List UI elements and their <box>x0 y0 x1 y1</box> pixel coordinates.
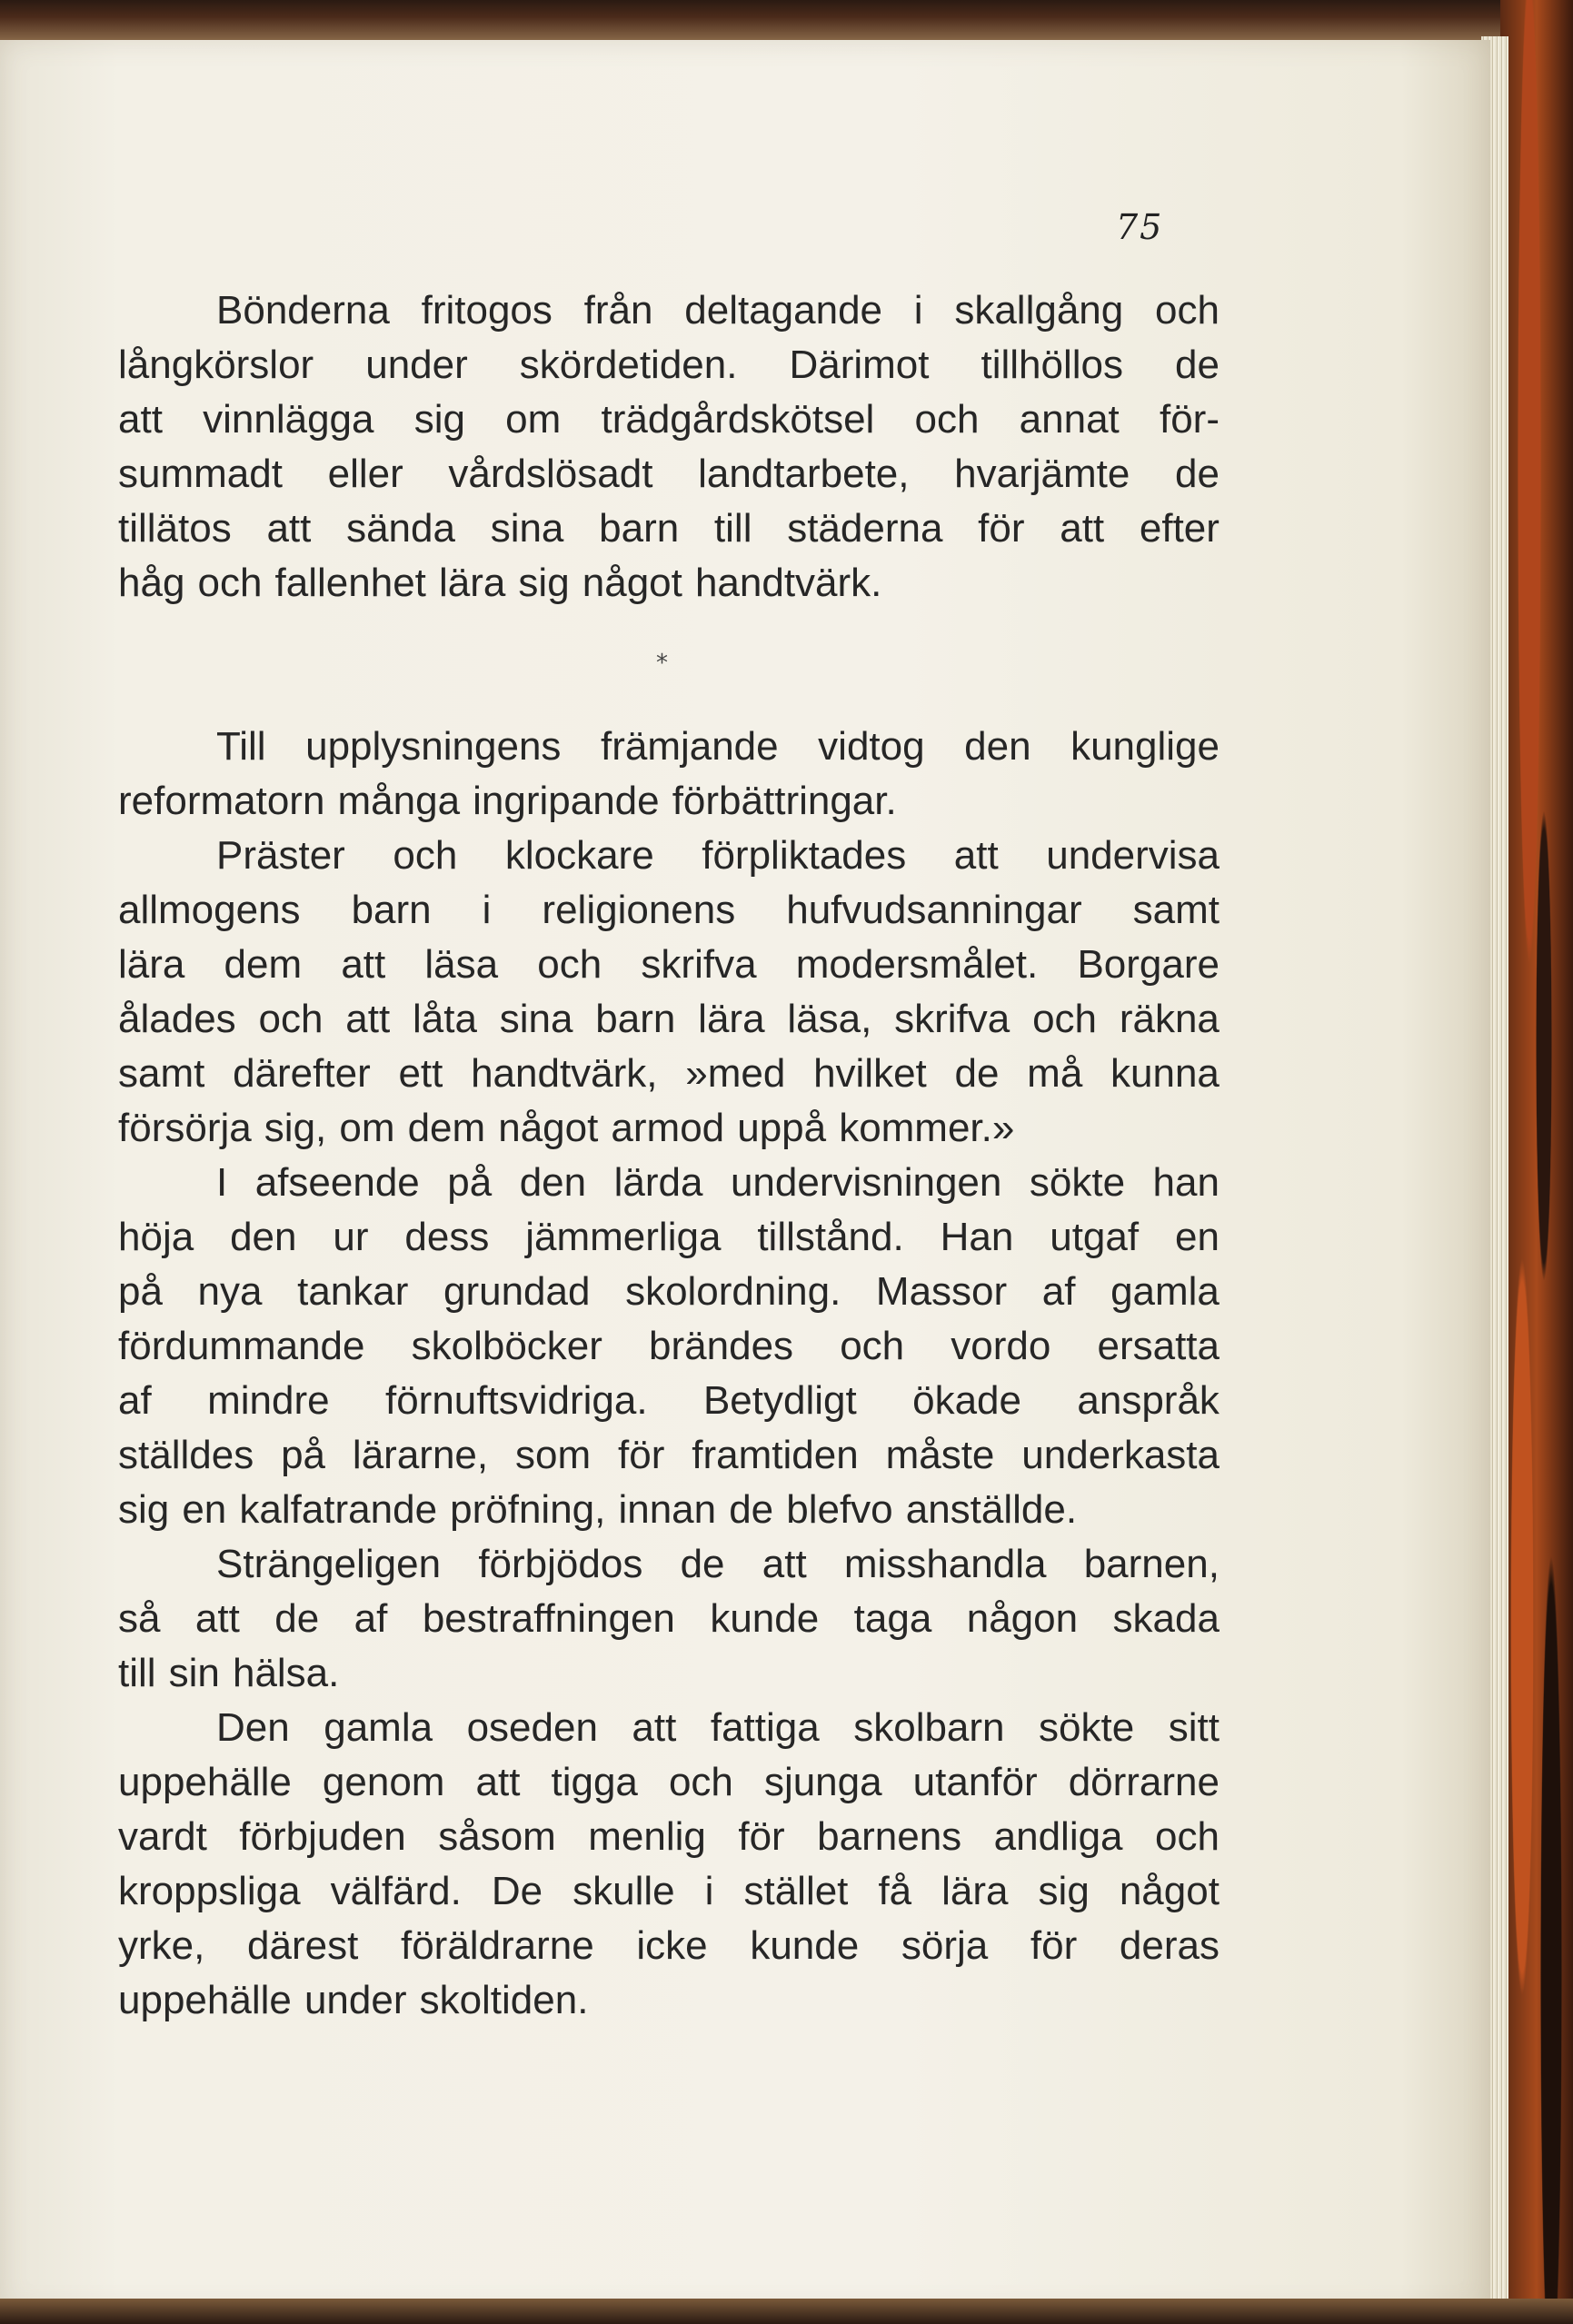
marbled-cover-edge <box>1500 0 1573 2324</box>
text-line: lära dem att läsa och skrifva modersmålet. Borgare <box>118 942 1220 987</box>
text-line: Den gamla oseden att fattiga skolbarn sökte sitt <box>216 1705 1220 1750</box>
text-line: I afseende på den lärda undervisningen sökte han <box>216 1160 1220 1205</box>
text-line: på nya tankar grundad skolordning. Massor af gamla <box>118 1269 1220 1314</box>
text-line: att vinnlägga sig om trädgårdskötsel och annat för- <box>118 397 1220 442</box>
text-line: uppehälle under skoltiden. <box>118 1978 589 2022</box>
text-line: yrke, därest föräldrarne icke kunde sörja för deras <box>118 1923 1220 1968</box>
paragraph <box>118 283 1220 611</box>
paragraph <box>118 1537 1220 1701</box>
page-number: 75 <box>1116 207 1164 247</box>
text-line: ställdes på lärarne, som för framtiden måste underkasta <box>118 1433 1220 1477</box>
text-line: af mindre förnuftsvidriga. Betydligt ökade anspråk <box>118 1378 1220 1423</box>
text-line: kroppsliga välfärd. De skulle i stället få lära sig något <box>118 1869 1220 1913</box>
text-line: reformatorn många ingripande förbättringar. <box>118 779 897 823</box>
text-line: försörja sig, om dem något armod uppå kommer.» <box>118 1106 1015 1150</box>
top-binding-edge <box>0 0 1573 42</box>
text-line: tillätos att sända sina barn till städerna för att efter <box>118 506 1220 551</box>
text-line: så att de af bestraffningen kunde taga någon skada <box>118 1596 1220 1641</box>
paragraph <box>118 1156 1220 1537</box>
text-line: håg och fallenhet lära sig något handtvärk. <box>118 561 882 605</box>
text-line: sig en kalfatrande pröfning, innan de blefvo anställde. <box>118 1487 1078 1532</box>
paragraph <box>118 1701 1220 2028</box>
section-separator <box>118 611 1220 720</box>
text-line: uppehälle genom att tigga och sjunga utanför dörrarne <box>118 1760 1220 1804</box>
text-line: Strängeligen förbjödos de att misshandla barnen, <box>216 1542 1220 1586</box>
text-line: långkörslor under skördetiden. Därimot tillhöllos de <box>118 343 1220 387</box>
asterisk-separator: * <box>656 650 668 677</box>
body-text <box>118 283 1220 2028</box>
text-line: summadt eller vårdslösadt landtarbete, hvarjämte de <box>118 452 1220 496</box>
paragraph <box>118 829 1220 1156</box>
text-line: Till upplysningens främjande vidtog den kunglige <box>216 724 1220 769</box>
text-line: Präster och klockare förpliktades att undervisa <box>216 833 1220 878</box>
text-line: fördummande skolböcker brändes och vordo ersatta <box>118 1324 1220 1368</box>
paragraph <box>118 720 1220 829</box>
text-line: höja den ur dess jämmerliga tillstånd. Han utgaf en <box>118 1215 1220 1259</box>
text-line: allmogens barn i religionens hufvudsanningar samt <box>118 888 1220 932</box>
text-line: vardt förbjuden såsom menlig för barnens andliga och <box>118 1814 1220 1859</box>
text-line: samt därefter ett handtvärk, »med hvilket de må kunna <box>118 1051 1220 1096</box>
text-line: Bönderna fritogos från deltagande i skallgång och <box>216 288 1220 333</box>
text-line: ålades och att låta sina barn lära läsa, skrifva och räkna <box>118 997 1220 1041</box>
bottom-binding-edge <box>0 2299 1573 2324</box>
text-line: till sin hälsa. <box>118 1651 340 1695</box>
